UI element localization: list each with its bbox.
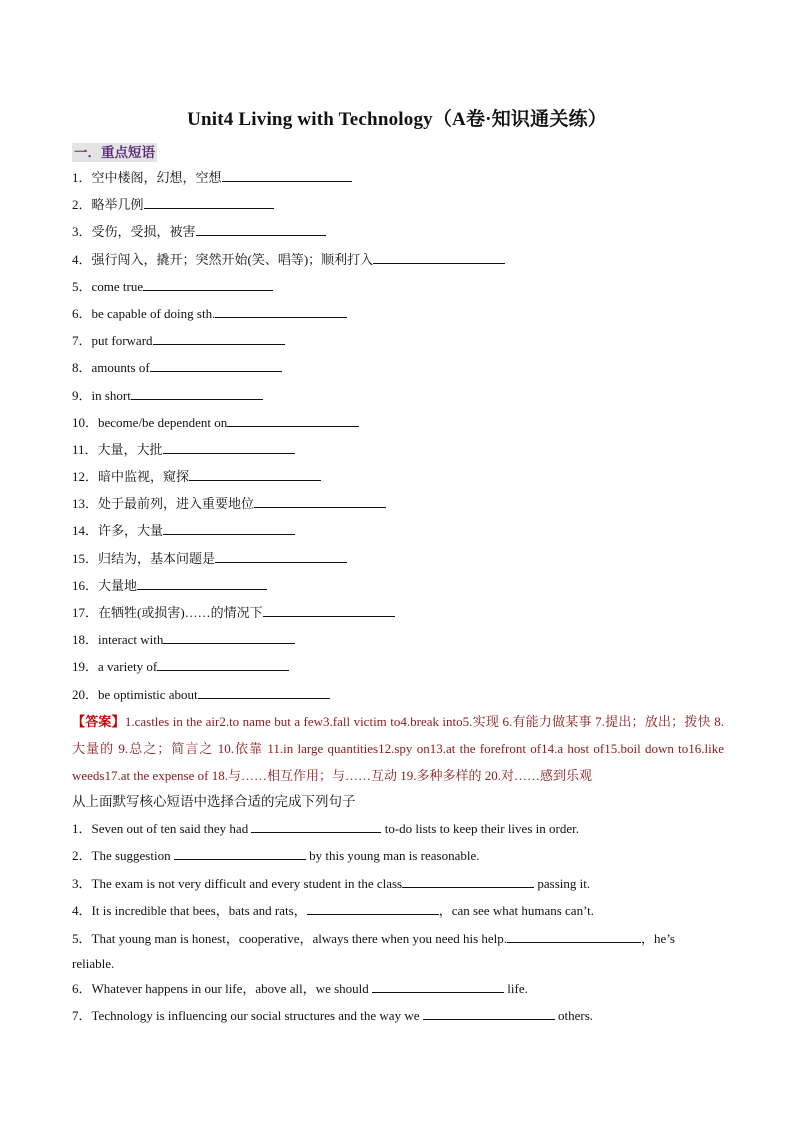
item-text: become/be dependent on [98, 414, 228, 430]
sentence-before: The exam is not very difficult and every student in the class [91, 875, 403, 891]
sentence-after: ，can see what humans can’t. [438, 903, 595, 919]
list-item [72, 248, 732, 275]
answer-blank[interactable] [196, 221, 326, 236]
item-text: be optimistic about [98, 686, 198, 702]
answer-blank[interactable] [163, 520, 295, 535]
answer-blank[interactable] [215, 548, 347, 563]
item-number: 8． [72, 360, 92, 376]
answer-blank[interactable] [189, 466, 321, 481]
item-number: 10． [72, 414, 99, 430]
answer-blank[interactable] [163, 439, 295, 454]
answer-blank[interactable] [227, 412, 359, 427]
section-heading-key-phrases: 一．重点短语 [74, 145, 155, 160]
answer-blank[interactable] [163, 629, 295, 644]
answer-blank[interactable] [131, 385, 263, 400]
sentence-before: It is incredible that bees，bats and rats， [91, 903, 307, 919]
list-item [72, 519, 732, 546]
item-number: 19． [72, 659, 99, 675]
item-text: 归结为，基本问题是 [98, 550, 216, 566]
list-item [72, 601, 732, 628]
sentence-after: ，he’s [641, 930, 675, 946]
item-number: 9． [72, 387, 92, 403]
answer-blank[interactable] [373, 249, 505, 264]
sentence-blank[interactable] [372, 978, 504, 993]
answer-blank[interactable] [254, 493, 386, 508]
item-number: 12． [72, 469, 99, 485]
list-item [72, 655, 732, 682]
sentence-after: by this young man is reasonable. [305, 848, 480, 864]
item-number: 5． [72, 278, 92, 294]
sentence-before: That young man is honest，cooperative，always there when you need his help. [91, 930, 508, 946]
item-number: 18． [72, 632, 99, 648]
item-text: 处于最前列，进入重要地位 [98, 496, 255, 512]
answer-blank[interactable] [215, 303, 347, 318]
sentence-blank[interactable] [307, 900, 439, 915]
sentence-item [72, 926, 724, 976]
list-item [72, 329, 732, 356]
phrase-list [72, 166, 732, 710]
sentence-blank[interactable] [507, 928, 641, 943]
item-text: put forward [91, 333, 153, 349]
list-item [72, 492, 732, 519]
list-item [72, 302, 732, 329]
item-number: 2． [72, 197, 92, 213]
sentence-blank[interactable] [174, 845, 306, 860]
item-text: a variety of [98, 659, 158, 675]
list-item [72, 411, 732, 438]
answer-blank[interactable] [143, 276, 273, 291]
item-number: 3． [72, 224, 92, 240]
sentence-item [72, 843, 724, 870]
sentence-item [72, 816, 724, 843]
list-item [72, 166, 732, 193]
answer-blank[interactable] [150, 357, 282, 372]
sentence-before: The suggestion [91, 848, 174, 864]
sentence-continuation: reliable. [72, 955, 115, 971]
list-item [72, 574, 732, 601]
item-text: 略举几例 [91, 197, 144, 213]
answer-blank[interactable] [137, 575, 267, 590]
item-number: 16． [72, 577, 99, 593]
list-item [72, 465, 732, 492]
item-number: 11． [72, 441, 98, 457]
section2-instruction: 从上面默写核心短语中选择合适的完成下列句子 [72, 794, 356, 809]
item-text: in short [91, 387, 131, 403]
item-text: interact with [98, 632, 164, 648]
answer-blank[interactable] [144, 194, 274, 209]
sentence-list [72, 816, 724, 1030]
item-text: 在牺牲(或损害)……的情况下 [98, 605, 263, 620]
item-number: 20． [72, 686, 99, 702]
sentence-item [72, 1003, 724, 1030]
sentence-blank[interactable] [423, 1005, 555, 1020]
item-number: 13． [72, 496, 99, 512]
item-number: 7． [72, 333, 92, 349]
sentence-blank[interactable] [251, 818, 381, 833]
sentence-number: 7． [72, 1007, 92, 1023]
list-item [72, 193, 732, 220]
item-number: 14． [72, 523, 99, 539]
list-item [72, 356, 732, 383]
sentence-after: life. [504, 980, 528, 996]
item-text: 强行闯入，撬开；突然开始(笑、唱等)；顺利打入 [91, 251, 374, 267]
item-text: 空中楼阁，幻想，空想 [91, 170, 222, 185]
answer-tag: 【答案】 [72, 714, 125, 729]
item-number: 4． [72, 251, 92, 267]
page-title: Unit4 Living with Technology（A卷·知识通关练） [187, 109, 607, 130]
item-number: 15． [72, 550, 99, 566]
item-text: 大量地 [98, 577, 138, 593]
item-text: come true [91, 278, 144, 294]
item-number: 17． [72, 605, 99, 620]
list-item [72, 384, 732, 411]
list-item [72, 438, 732, 465]
answer-blank[interactable] [222, 167, 352, 182]
item-number: 1． [72, 170, 92, 185]
list-item [72, 683, 732, 710]
answer-blank[interactable] [263, 602, 395, 617]
item-number: 6． [72, 305, 92, 321]
answer-blank[interactable] [157, 656, 289, 671]
list-item [72, 547, 732, 574]
sentence-blank[interactable] [402, 873, 534, 888]
sentence-after: passing it. [534, 875, 591, 891]
sentence-item [72, 898, 724, 925]
item-text: 许多，大量 [98, 523, 164, 539]
sentence-number: 4． [72, 903, 92, 919]
item-text: 暗中监视，窥探 [98, 469, 190, 485]
answer-blank[interactable] [153, 330, 285, 345]
item-text: amounts of [91, 360, 150, 376]
sentence-number: 5． [72, 930, 92, 946]
sentence-before: Technology is influencing our social structures and the way we [91, 1007, 423, 1023]
answer-key [72, 708, 724, 789]
list-item [72, 275, 732, 302]
item-text: be capable of doing sth. [91, 305, 216, 321]
sentence-item [72, 871, 724, 898]
item-text: 受伤，受损，被害 [91, 224, 196, 240]
sentence-after: to-do lists to keep their lives in order. [381, 821, 579, 836]
sentence-item [72, 976, 724, 1003]
answer-text: 1.castles in the air2.to name but a few3.fall victim to4.break into5.实现 6.有能力做某事 7.提出；放出；拨快 8.大量的 9.总之；简言之 10.依靠 11.in large quantities12.spy on13.at the forefront of14.a host of15.boil down to16.like weeds17.at the expense of 18.与……相互作用；与……互动 19.多种多样的 20.对……感到乐观 [72, 714, 724, 783]
sentence-before: Seven out of ten said they had [91, 821, 252, 836]
sentence-number: 1． [72, 821, 92, 836]
sentence-after: others. [554, 1007, 594, 1023]
sentence-number: 2． [72, 848, 92, 864]
list-item [72, 220, 732, 247]
sentence-number: 6． [72, 980, 92, 996]
item-text: 大量，大批 [97, 441, 163, 457]
sentence-before: Whatever happens in our life，above all，we should [91, 980, 373, 996]
list-item [72, 628, 732, 655]
sentence-number: 3． [72, 875, 92, 891]
answer-blank[interactable] [198, 684, 330, 699]
